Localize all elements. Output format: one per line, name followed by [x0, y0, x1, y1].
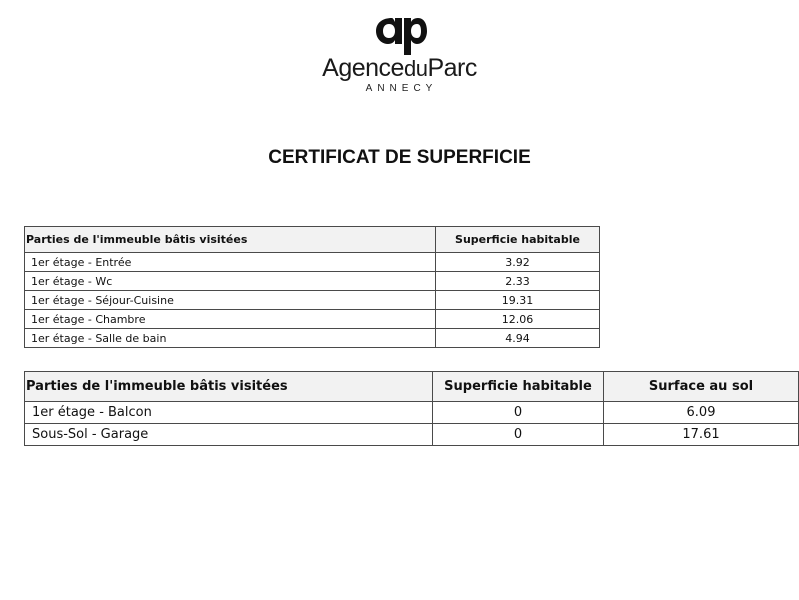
- habitable-area-value: 3.92: [436, 253, 600, 272]
- table-row: [25, 272, 600, 291]
- table-row: [25, 329, 600, 348]
- ap-monogram-icon: [372, 14, 428, 56]
- floor-area-value: 17.61: [604, 424, 799, 446]
- table-header-row: [25, 227, 600, 253]
- room-name: 1er étage - Séjour-Cuisine: [25, 291, 436, 310]
- table-row: [25, 253, 600, 272]
- document-title: CERTIFICAT DE SUPERFICIE: [268, 147, 531, 168]
- habitable-area-table: [24, 226, 600, 348]
- table-row: [25, 424, 799, 446]
- habitable-area-value: 12.06: [436, 310, 600, 329]
- table-row: [25, 310, 600, 329]
- room-name: 1er étage - Chambre: [25, 310, 436, 329]
- agency-logo: [0, 14, 799, 95]
- habitable-area-value: 2.33: [436, 272, 600, 291]
- column-header-habitable-area: Superficie habitable: [433, 372, 604, 402]
- habitable-area-value: 0: [433, 424, 604, 446]
- habitable-area-value: 19.31: [436, 291, 600, 310]
- habitable-area-value: 0: [433, 402, 604, 424]
- column-header-parts: Parties de l'immeuble bâtis visitées: [25, 372, 433, 402]
- room-name: 1er étage - Entrée: [25, 253, 436, 272]
- room-name: Sous-Sol - Garage: [25, 424, 433, 446]
- column-header-parts: Parties de l'immeuble bâtis visitées: [25, 227, 436, 253]
- room-name: 1er étage - Wc: [25, 272, 436, 291]
- table-header-row: [25, 372, 799, 402]
- room-name: 1er étage - Salle de bain: [25, 329, 436, 348]
- agency-city: ANNECY: [365, 83, 438, 94]
- column-header-floor-area: Surface au sol: [604, 372, 799, 402]
- room-name: 1er étage - Balcon: [25, 402, 433, 424]
- table-row: [25, 291, 600, 310]
- floor-area-value: 6.09: [604, 402, 799, 424]
- column-header-habitable-area: Superficie habitable: [436, 227, 600, 253]
- annex-area-table: [24, 371, 799, 446]
- habitable-area-value: 4.94: [436, 329, 600, 348]
- agency-name: AgenceduParc: [322, 54, 477, 82]
- table-row: [25, 402, 799, 424]
